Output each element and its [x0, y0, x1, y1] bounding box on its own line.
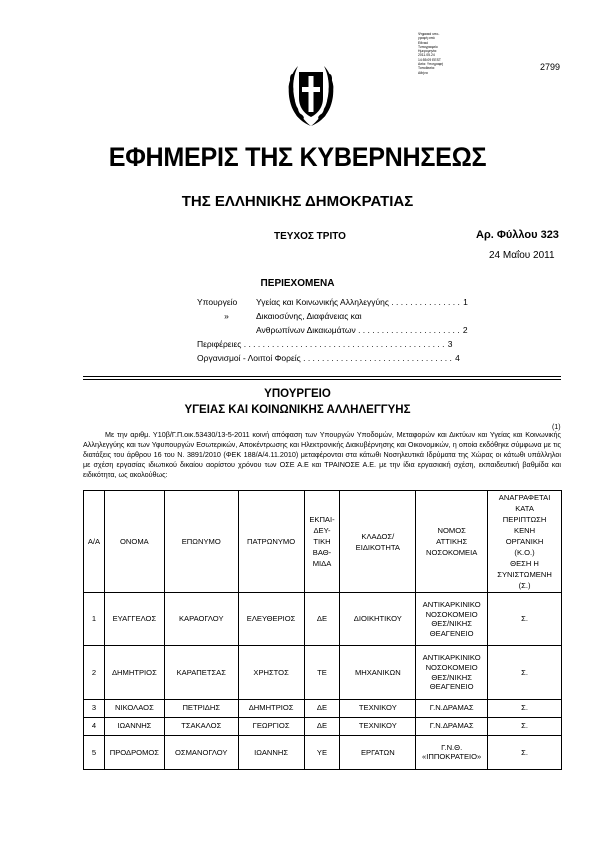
- table-cell: ΑΝΤΙΚΑΡΚΙΝΙΚΟ ΝΟΣΟΚΟΜΕΙΟ ΘΕΣ/ΝΙΚΗΣ ΘΕΑΓΕΝΕΙΟ: [416, 593, 488, 646]
- table-cell: ΠΕΤΡΙΔΗΣ: [164, 699, 238, 717]
- table-row: [84, 646, 562, 699]
- table-cell: Γ.Ν.Θ. «ΙΠΠΟΚΡΑΤΕΙΟ»: [416, 735, 488, 769]
- table-cell: ΔΙΟΙΚΗΤΙΚΟΥ: [340, 593, 416, 646]
- table-cell: ΔΗΜΗΤΡΙΟΣ: [104, 646, 164, 699]
- table-cell: 5: [84, 735, 105, 769]
- table-cell: ΔΕ: [304, 717, 340, 735]
- table-cell: ΙΩΑΝΝΗΣ: [104, 717, 164, 735]
- toc-item-text: Υγείας και Κοινωνικής Αλληλεγγύης . . . . . . . . . . . . . . .: [256, 297, 460, 307]
- column-header: ΕΠΩΝΥΜΟ: [164, 491, 238, 593]
- column-header: ΚΛΑΔΟΣ/ ΕΙΔΙΚΟΤΗΤΑ: [340, 491, 416, 593]
- table-cell: 2: [84, 646, 105, 699]
- toc-item: [197, 339, 453, 353]
- toc-item-text: Οργανισμοί - Λοιποί Φορείς . . . . . . . . . . . . . . . . . . . . . . . . . . . . . . . .: [197, 353, 452, 363]
- table-cell: ΤΕΧΝΙΚΟΥ: [340, 699, 416, 717]
- toc-item-page: 1: [463, 297, 468, 307]
- toc-item: [197, 325, 468, 339]
- toc-item-page: 4: [455, 353, 460, 363]
- table-cell: ΚΑΡΑΠΕΤΣΑΣ: [164, 646, 238, 699]
- table-row: [84, 717, 562, 735]
- toc-item: [197, 297, 468, 311]
- table-cell: ΤΣΑΚΑΛΟΣ: [164, 717, 238, 735]
- gazette-title: ΕΦΗΜΕΡΙΣ ΤΗΣ ΚΥΒΕΡΝΗΣΕΩΣ: [108, 142, 487, 172]
- toc-item-label: »: [224, 311, 229, 321]
- notice-reference: (1): [552, 424, 561, 431]
- stamp-line: Αιτία: Υπογραφή: [418, 62, 443, 67]
- table-of-contents: [197, 297, 468, 367]
- contents-heading: ΠΕΡΙΕΧΟΜΕΝΑ: [260, 278, 335, 289]
- toc-item-text: Περιφέρειες . . . . . . . . . . . . . . . . . . . . . . . . . . . . . . . . . . . . . . . . . . .: [197, 339, 445, 349]
- toc-item-label: Υπουργείο: [197, 297, 238, 307]
- table-cell: ΕΡΓΑΤΩΝ: [340, 735, 416, 769]
- table-cell: ΟΣΜΑΝΟΓΛΟΥ: [164, 735, 238, 769]
- stamp-line: Ημερομηνία:: [418, 49, 437, 54]
- table-cell: ΤΕ: [304, 646, 340, 699]
- stamp-line: 14:55:09 EEST: [418, 57, 441, 62]
- stamp-line: Αθήνα: [418, 70, 428, 75]
- column-header: ΑΝΑΓΡΑΦΕΤΑΙ ΚΑΤΑ ΠΕΡΙΠΤΩΣΗ ΚΕΝΗ ΟΡΓΑΝΙΚΗ (Κ.Ο.) ΘΕΣΗ Η ΣΥΝΙΣΤΩΜΕΝΗ (Σ.): [488, 491, 562, 593]
- table-cell: Σ.: [488, 593, 562, 646]
- table-cell: ΤΕΧΝΙΚΟΥ: [340, 717, 416, 735]
- table-cell: ΓΕΩΡΓΙΟΣ: [238, 717, 304, 735]
- table-cell: ΙΩΑΝΝΗΣ: [238, 735, 304, 769]
- table-cell: ΔΕ: [304, 593, 340, 646]
- table-cell: ΚΑΡΑΟΓΛΟΥ: [164, 593, 238, 646]
- digital-signature-stamp: [418, 32, 478, 75]
- toc-item-page: 3: [447, 339, 453, 349]
- table-cell: 3: [84, 699, 105, 717]
- column-header: ΠΑΤΡΩΝΥΜΟ: [238, 491, 304, 593]
- table-cell: ΠΡΟΔΡΟΜΟΣ: [104, 735, 164, 769]
- toc-item-page: 2: [462, 325, 468, 335]
- column-header: ΟΝΟΜΑ: [104, 491, 164, 593]
- table-cell: Σ.: [488, 646, 562, 699]
- greek-coat-of-arms-icon: [285, 60, 337, 130]
- toc-item-text: Δικαιοσύνης, Διαφάνειας και: [256, 311, 362, 321]
- table-cell: 4: [84, 717, 105, 735]
- toc-item-text: Ανθρωπίνων Δικαιωμάτων . . . . . . . . . . . . . . . . . . . . . .: [256, 325, 460, 335]
- toc-item: [197, 311, 437, 325]
- divider: [83, 379, 561, 380]
- table-cell: Γ.Ν.ΔΡΑΜΑΣ: [416, 699, 488, 717]
- table-cell: Σ.: [488, 699, 562, 717]
- ministry-heading: ΥΠΟΥΡΓΕΙΟ: [264, 388, 331, 400]
- column-header: ΝΟΜΟΣ ΑΤΤΙΚΗΣ ΝΟΣΟΚΟΜΕΙΑ: [416, 491, 488, 593]
- stamp-line: Ψηφιακά υπο-: [418, 32, 440, 36]
- stamp-line: Τοποθεσία:: [418, 66, 435, 71]
- gazette-subtitle: ΤΗΣ ΕΛΛΗΝΙΚΗΣ ΔΗΜΟΚΡΑΤΙΑΣ: [181, 193, 414, 210]
- table-cell: 1: [84, 593, 105, 646]
- sheet-number: Αρ. Φύλλου 323: [476, 229, 559, 241]
- table-cell: Γ.Ν.ΔΡΑΜΑΣ: [416, 717, 488, 735]
- toc-item: [197, 353, 460, 367]
- stamp-line: γραφή από: [418, 36, 435, 41]
- table-row: [84, 735, 562, 769]
- column-header: Α/Α: [84, 491, 105, 593]
- transfer-table: [83, 490, 562, 770]
- table-cell: ΕΛΕΥΘΕΡΙΟΣ: [238, 593, 304, 646]
- table-row: [84, 593, 562, 646]
- table-cell: ΜΗΧΑΝΙΚΩΝ: [340, 646, 416, 699]
- issue-date: 24 Μαΐου 2011: [489, 250, 555, 261]
- notice-text: Με την αριθμ. Υ10β/Γ.Π.οικ.53430/13-5-2011 κοινή απόφαση των Υπουργών Υποδομών, Μεταφορών και Δικτύων και Υγείας και Κοινωνικής Αλληλεγγύης και των Υφυπουργών Εσωτερικών, Αποκέντρωσης και Ηλεκτρονικής Διακυβέρνησης και Οικονομικών, η οποία εκδόθηκε σύμφωνα με τις διατάξεις του άρθρου 16 του Ν. 3891/2010 (ΦΕΚ 188/Α/4.11.2010) μεταφέρονται στα κάτωθι Νοσηλευτικά Ιδρύματα της Χώρας οι κάτωθι υπάλληλοι με σχέση εργασίας ιδιωτικού δικαίου αορίστου χρόνου των ΟΣΕ Α.Ε και ΤΡΑΙΝΟΣΕ Α.Ε. με την ίδια εργασιακή σχέση, εκπαιδευτική βαθμίδα και ειδικότητα, ως ακολούθως:: [83, 430, 561, 479]
- table-cell: ΥΕ: [304, 735, 340, 769]
- table-cell: ΕΥΑΓΓΕΛΟΣ: [104, 593, 164, 646]
- table-cell: Σ.: [488, 735, 562, 769]
- divider: [83, 376, 561, 377]
- stamp-line: 2011.05.24: [418, 53, 435, 58]
- table-cell: ΔΗΜΗΤΡΙΟΣ: [238, 699, 304, 717]
- stamp-line: Τυπογραφείο: [418, 44, 438, 49]
- table-cell: ΝΙΚΟΛΑΟΣ: [104, 699, 164, 717]
- issue-series: ΤΕΥΧΟΣ ΤΡΙΤΟ: [274, 231, 346, 242]
- table-cell: Σ.: [488, 717, 562, 735]
- column-header: ΕΚΠΑΙ- ΔΕΥ- ΤΙΚΗ ΒΑΘ- ΜΙΔΑ: [304, 491, 340, 593]
- table-cell: ΔΕ: [304, 699, 340, 717]
- ministry-name: ΥΓΕΙΑΣ ΚΑΙ ΚΟΙΝΩΝΙΚΗΣ ΑΛΛΗΛΕΓΓΥΗΣ: [184, 404, 411, 416]
- page-number: 2799: [540, 62, 561, 72]
- stamp-line: Εθνικό: [418, 40, 429, 45]
- table-cell: ΧΡΗΣΤΟΣ: [238, 646, 304, 699]
- table-cell: ΑΝΤΙΚΑΡΚΙΝΙΚΟ ΝΟΣΟΚΟΜΕΙΟ ΘΕΣ/ΝΙΚΗΣ ΘΕΑΓΕΝΕΙΟ: [416, 646, 488, 699]
- table-header-row: [84, 491, 562, 593]
- table-row: [84, 699, 562, 717]
